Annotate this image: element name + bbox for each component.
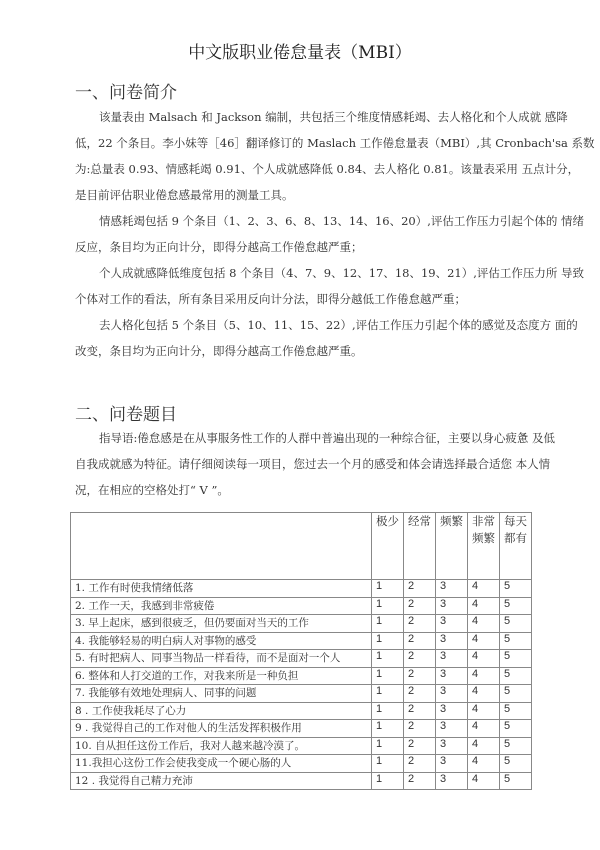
item-text: 8 . 工作使我耗尽了心力 — [71, 702, 372, 720]
header-cell: 极少 — [372, 513, 404, 580]
text-line: 个人成就感降低维度包括 8 个条目（4、7、9、12、17、18、19、21）,评估工作压力所 导致 — [99, 266, 585, 280]
header-cell: 经常 — [404, 513, 436, 580]
header-blank-cell — [71, 513, 372, 580]
score-cell[interactable]: 2 — [404, 615, 436, 633]
score-cell[interactable]: 4 — [468, 755, 500, 773]
score-cell[interactable]: 4 — [468, 685, 500, 703]
score-cell[interactable]: 5 — [500, 685, 532, 703]
score-cell[interactable]: 2 — [404, 755, 436, 773]
text-line: 指导语:倦怠感是在从事服务性工作的人群中普遍出现的一种综合征，主要以身心疲惫 及低 — [99, 431, 556, 445]
score-cell[interactable]: 1 — [372, 650, 404, 668]
score-cell[interactable]: 4 — [468, 737, 500, 755]
item-text: 3. 早上起床，感到很疲乏，但仍要面对当天的工作 — [71, 615, 372, 633]
score-cell[interactable]: 1 — [372, 755, 404, 773]
table-row — [71, 667, 532, 685]
score-cell[interactable]: 4 — [468, 720, 500, 738]
instruction-paragraph — [75, 425, 556, 503]
text-line: 去人格化包括 5 个条目（5、10、11、15、22）,评估工作压力引起个体的感觉及态度方 面的 — [99, 318, 578, 332]
table-row — [71, 702, 532, 720]
score-cell[interactable]: 1 — [372, 615, 404, 633]
score-cell[interactable]: 3 — [436, 667, 468, 685]
score-cell[interactable]: 5 — [500, 702, 532, 720]
score-cell[interactable]: 4 — [468, 667, 500, 685]
item-text: 2. 工作一天，我感到非常疲倦 — [71, 597, 372, 615]
score-cell[interactable]: 4 — [468, 597, 500, 615]
score-cell[interactable]: 1 — [372, 597, 404, 615]
score-cell[interactable]: 4 — [468, 650, 500, 668]
header-cell: 非常频繁 — [468, 513, 500, 580]
table-row — [71, 755, 532, 773]
score-cell[interactable]: 5 — [500, 632, 532, 650]
score-cell[interactable]: 2 — [404, 737, 436, 755]
score-cell[interactable]: 1 — [372, 720, 404, 738]
text-line: 反应，条目均为正向计分，即得分越高工作倦怠越严重； — [75, 240, 363, 254]
section-heading-questions: 二、问卷题目 — [75, 405, 177, 425]
score-cell[interactable]: 1 — [372, 667, 404, 685]
score-cell[interactable]: 2 — [404, 702, 436, 720]
score-cell[interactable]: 2 — [404, 632, 436, 650]
item-text: 7. 我能够有效地处理病人、同事的问题 — [71, 685, 372, 703]
header-cell: 频繁 — [436, 513, 468, 580]
score-cell[interactable]: 1 — [372, 737, 404, 755]
score-cell[interactable]: 2 — [404, 772, 436, 790]
text-line: 该量表由 Malsach 和 Jackson 编制，共包括三个维度情感耗竭、去人格化和个人成就 感降 — [99, 110, 568, 124]
score-cell[interactable]: 5 — [500, 650, 532, 668]
score-cell[interactable]: 1 — [372, 580, 404, 598]
score-cell[interactable]: 5 — [500, 772, 532, 790]
score-cell[interactable]: 3 — [436, 615, 468, 633]
score-cell[interactable]: 3 — [436, 737, 468, 755]
score-cell[interactable]: 5 — [500, 615, 532, 633]
score-cell[interactable]: 1 — [372, 632, 404, 650]
table-header-row — [71, 513, 532, 580]
score-cell[interactable]: 3 — [436, 597, 468, 615]
score-cell[interactable]: 2 — [404, 650, 436, 668]
score-cell[interactable]: 5 — [500, 755, 532, 773]
text-line: 个体对工作的看法，所有条目采用反向计分法，即得分越低工作倦怠越严重； — [75, 292, 466, 306]
table-row — [71, 615, 532, 633]
score-cell[interactable]: 1 — [372, 685, 404, 703]
score-cell[interactable]: 2 — [404, 667, 436, 685]
item-text: 6. 整体和人打交道的工作，对我来所是一种负担 — [71, 667, 372, 685]
score-cell[interactable]: 2 — [404, 580, 436, 598]
item-text: 4. 我能够轻易的明白病人对事物的感受 — [71, 632, 372, 650]
score-cell[interactable]: 2 — [404, 720, 436, 738]
score-cell[interactable]: 3 — [436, 702, 468, 720]
item-text: 10. 自从担任这份工作后，我对人越来越冷漠了。 — [71, 737, 372, 755]
text-line: 自我成就感为特征。请仔细阅读每一项目，您过去一个月的感受和体会请选择最合适您 本人情 — [75, 457, 551, 471]
score-cell[interactable]: 5 — [500, 667, 532, 685]
item-text: 11.我担心这份工作会使我变成一个硬心肠的人 — [71, 755, 372, 773]
score-cell[interactable]: 5 — [500, 597, 532, 615]
text-line: 况，在相应的空格处打“ V ”。 — [75, 483, 229, 497]
score-cell[interactable]: 2 — [404, 597, 436, 615]
item-text: 9 . 我觉得自己的工作对他人的生活发挥积极作用 — [71, 720, 372, 738]
header-cell: 每天都有 — [500, 513, 532, 580]
text-line: 低，22 个条目。李小妹等［46］翻译修订的 Maslach 工作倦怠量表（MBI）,其 Cronbach'sa 系数 — [75, 136, 595, 150]
text-line: 改变，条目均为正向计分，即得分越高工作倦怠越严重。 — [75, 344, 363, 358]
table-row — [71, 737, 532, 755]
item-text: 5. 有时把病人、同事当物品一样看待，而不是面对一个人 — [71, 650, 372, 668]
score-cell[interactable]: 4 — [468, 772, 500, 790]
score-cell[interactable]: 4 — [468, 702, 500, 720]
text-line: 情感耗竭包括 9 个条目（1、2、3、6、8、13、14、16、20）,评估工作压力引起个体的 情绪 — [99, 214, 585, 228]
score-cell[interactable]: 1 — [372, 772, 404, 790]
score-cell[interactable]: 4 — [468, 632, 500, 650]
score-cell[interactable]: 5 — [500, 737, 532, 755]
table-row — [71, 772, 532, 790]
score-cell[interactable]: 4 — [468, 580, 500, 598]
score-cell[interactable]: 3 — [436, 772, 468, 790]
score-cell[interactable]: 3 — [436, 685, 468, 703]
table-row — [71, 632, 532, 650]
score-cell[interactable]: 2 — [404, 685, 436, 703]
table-row — [71, 597, 532, 615]
score-cell[interactable]: 3 — [436, 632, 468, 650]
section-heading-intro: 一、问卷简介 — [75, 83, 177, 103]
score-cell[interactable]: 5 — [500, 580, 532, 598]
score-cell[interactable]: 5 — [500, 720, 532, 738]
text-line: 为:总量表 0.93、情感耗竭 0.91、个人成就感降低 0.84、去人格化 0.81。该量表采用 五点计分， — [75, 162, 580, 176]
document-title: 中文版职业倦怠量表（MBI） — [188, 43, 412, 63]
score-cell[interactable]: 3 — [436, 755, 468, 773]
text-line: 是目前评估职业倦怠感最常用的测量工具。 — [75, 188, 294, 202]
score-cell[interactable]: 1 — [372, 702, 404, 720]
table-row — [71, 685, 532, 703]
intro-paragraph-1 — [75, 104, 595, 364]
table-row — [71, 650, 532, 668]
item-text: 1. 工作有时使我情绪低落 — [71, 580, 372, 598]
score-cell[interactable]: 3 — [436, 720, 468, 738]
table-row — [71, 580, 532, 598]
item-text: 12 . 我觉得自己精力充沛 — [71, 772, 372, 790]
score-cell[interactable]: 4 — [468, 615, 500, 633]
questionnaire-table — [70, 512, 532, 790]
score-cell[interactable]: 3 — [436, 580, 468, 598]
table-row — [71, 720, 532, 738]
score-cell[interactable]: 3 — [436, 650, 468, 668]
